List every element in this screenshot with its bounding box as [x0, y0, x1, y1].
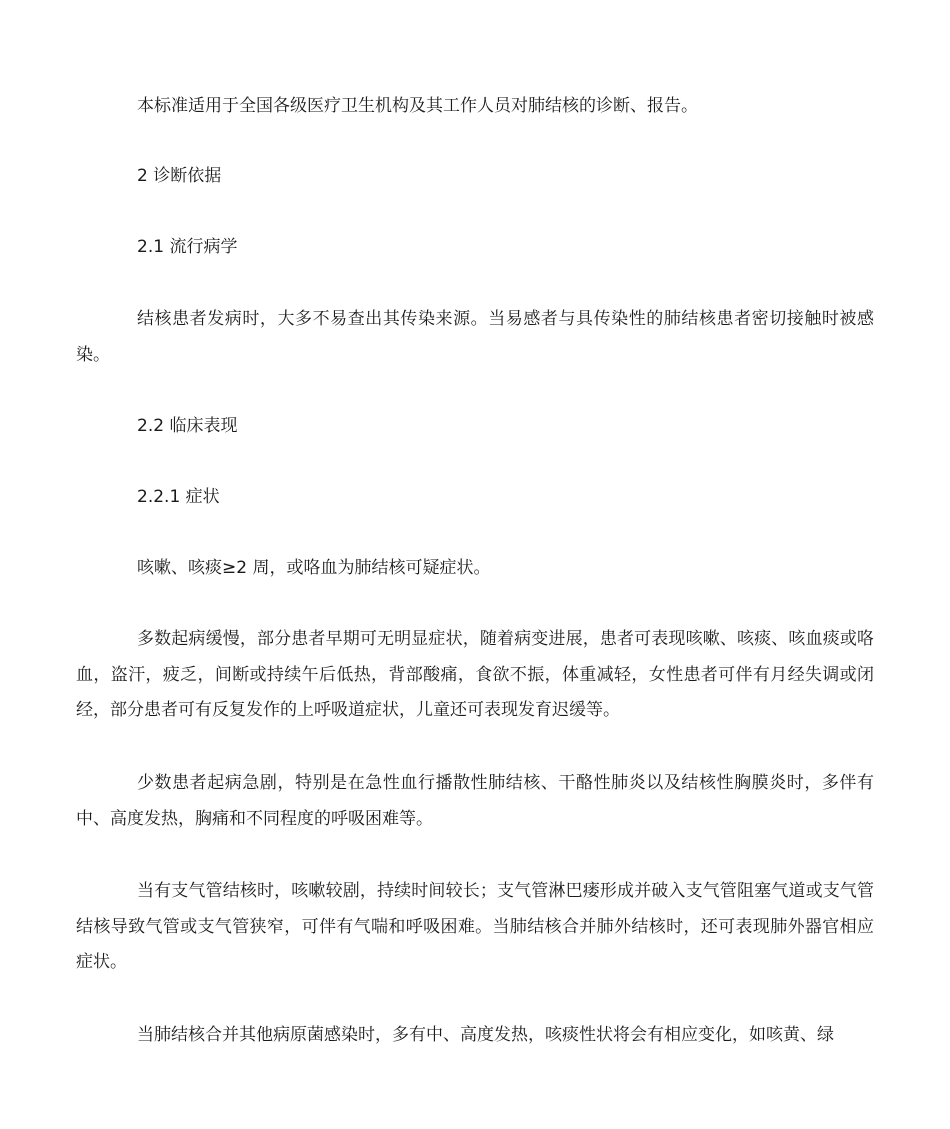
epidemiology-paragraph: 结核患者发病时，大多不易查出其传染来源。当易感者与具传染性的肺结核患者密切接触时被感染。 — [76, 309, 874, 365]
subsubsection-heading-symptoms: 2.2.1 症状 — [137, 487, 220, 507]
suspicious-symptoms-paragraph: 咳嗽、咳痰≥2 周，或咯血为肺结核可疑症状。 — [137, 558, 491, 578]
section-heading-diagnosis-basis: 2 诊断依据 — [137, 166, 222, 186]
bronchial-tuberculosis-paragraph: 当有支气管结核时，咳嗽较剧，持续时间较长；支气管淋巴瘘形成并破入支气管阻塞气道或支气管结核导致气管或支气管狭窄，可伴有气喘和呼吸困难。当肺结核合并肺外结核时，还可表现肺外器官相应症状。 — [76, 881, 874, 973]
acute-onset-paragraph: 少数患者起病急剧，特别是在急性血行播散性肺结核、干酪性肺炎以及结核性胸膜炎时，多伴有中、高度发热，胸痛和不同程度的呼吸困难等。 — [76, 773, 874, 829]
subsection-heading-clinical-manifestation: 2.2 临床表现 — [137, 416, 238, 436]
slow-onset-paragraph: 多数起病缓慢，部分患者早期可无明显症状，随着病变进展，患者可表现咳嗽、咳痰、咳血痰或咯血，盗汗，疲乏，间断或持续午后低热，背部酸痛，食欲不振，体重减轻，女性患者可伴有月经失调或闭经，部分患者可有反复发作的上呼吸道症状，儿童还可表现发育迟缓等。 — [76, 629, 874, 721]
subsection-heading-epidemiology: 2.1 流行病学 — [137, 237, 238, 257]
scope-paragraph: 本标准适用于全国各级医疗卫生机构及其工作人员对肺结核的诊断、报告。 — [137, 96, 698, 116]
coinfection-paragraph: 当肺结核合并其他病原菌感染时，多有中、高度发热，咳痰性状将会有相应变化，如咳黄、绿 — [137, 1025, 834, 1045]
